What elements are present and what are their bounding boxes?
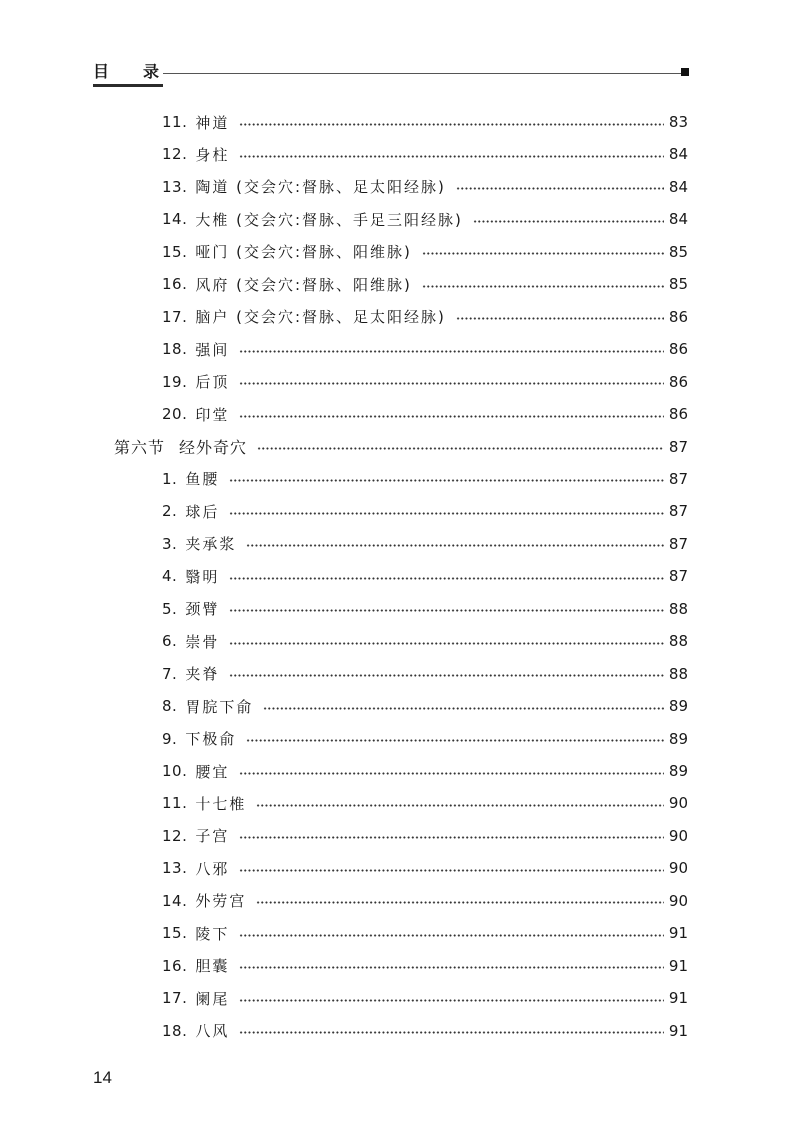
toc-dot-leader bbox=[239, 1031, 664, 1034]
header-rule-thick bbox=[93, 84, 163, 87]
toc-entry-number: 15. bbox=[162, 924, 188, 943]
toc-dot-leader bbox=[229, 642, 664, 645]
toc-entry-row bbox=[162, 598, 688, 620]
toc-entry-number: 4. bbox=[162, 567, 178, 586]
header-title-char: 录 bbox=[142, 62, 159, 81]
toc-dot-leader bbox=[229, 512, 664, 515]
toc-entry-number: 13. bbox=[162, 859, 188, 878]
toc-entry-number: 16. bbox=[162, 275, 188, 294]
toc-entry-title: 胆囊 bbox=[195, 957, 230, 976]
toc-entry-title: 颈臂 bbox=[185, 600, 220, 619]
toc-entry-title: 外劳宫 bbox=[195, 892, 247, 911]
toc-entry-row bbox=[162, 728, 688, 750]
toc-entry-title: 脑户 (交会穴:督脉、足太阳经脉) bbox=[195, 308, 446, 327]
toc-entry-row bbox=[162, 890, 688, 912]
toc-entry-title: 鱼腰 bbox=[185, 470, 220, 489]
toc-dot-leader bbox=[239, 415, 664, 418]
toc-entry-row bbox=[162, 1020, 688, 1042]
header-title bbox=[93, 62, 159, 82]
toc-entry-row bbox=[162, 468, 688, 490]
toc-page-number: 87 bbox=[668, 437, 688, 456]
toc-page-number: 87 bbox=[668, 502, 688, 521]
toc-dot-leader bbox=[263, 707, 664, 710]
toc-page-number: 84 bbox=[668, 177, 688, 196]
toc-entry-number: 8. bbox=[162, 697, 178, 716]
toc-entry-title: 腰宜 bbox=[195, 762, 230, 781]
toc-entry-row bbox=[162, 306, 688, 328]
toc-page-number: 86 bbox=[668, 307, 688, 326]
toc-page-number: 91 bbox=[668, 989, 688, 1008]
toc-dot-leader bbox=[239, 123, 664, 126]
toc-page-number: 89 bbox=[668, 729, 688, 748]
toc-entry-row bbox=[162, 630, 688, 652]
toc-dot-leader bbox=[246, 544, 664, 547]
toc-entry-row bbox=[162, 403, 688, 425]
toc-entry-row bbox=[162, 176, 688, 198]
toc-entry-number: 20. bbox=[162, 405, 188, 424]
toc-entry-row bbox=[162, 987, 688, 1009]
toc-entry-title: 哑门 (交会穴:督脉、阳维脉) bbox=[195, 243, 412, 262]
toc-dot-leader bbox=[239, 999, 664, 1002]
toc-entry-row bbox=[162, 760, 688, 782]
toc-entry-row bbox=[162, 825, 688, 847]
toc-page-number: 90 bbox=[668, 794, 688, 813]
toc-dot-leader bbox=[473, 220, 664, 223]
toc-entry-number: 3. bbox=[162, 534, 178, 553]
toc-entry-number: 12. bbox=[162, 826, 188, 845]
toc-entry-title: 阑尾 bbox=[195, 989, 230, 1008]
toc-entry-title: 翳明 bbox=[185, 567, 220, 586]
toc-dot-leader bbox=[229, 479, 664, 482]
toc-entry-title: 陵下 bbox=[195, 924, 230, 943]
toc-dot-leader bbox=[239, 836, 664, 839]
toc-entry-title: 十七椎 bbox=[195, 794, 247, 813]
toc-entry-title: 下极俞 bbox=[185, 730, 237, 749]
toc-dot-leader bbox=[239, 382, 664, 385]
toc-page-number: 90 bbox=[668, 859, 688, 878]
toc-page-number: 91 bbox=[668, 1021, 688, 1040]
toc-entry-number: 10. bbox=[162, 762, 188, 780]
toc-entry-number: 13. bbox=[162, 177, 188, 196]
toc-entry-row bbox=[162, 338, 688, 360]
toc-entry-title: 神道 bbox=[195, 113, 230, 132]
toc-entry-title: 子宫 bbox=[195, 827, 230, 846]
toc-page-number: 87 bbox=[668, 534, 688, 553]
toc-entry-number: 2. bbox=[162, 502, 178, 521]
toc-dot-leader bbox=[229, 609, 664, 612]
toc-dot-leader bbox=[239, 869, 664, 872]
toc-entry-row bbox=[162, 955, 688, 977]
toc-entry-number: 14. bbox=[162, 891, 188, 910]
toc-section-label: 第六节 bbox=[114, 438, 166, 457]
toc-dot-leader bbox=[239, 772, 664, 775]
toc-entry-title: 八风 bbox=[195, 1022, 230, 1041]
toc-entry-number: 14. bbox=[162, 210, 188, 229]
toc-dot-leader bbox=[229, 577, 664, 580]
toc-dot-leader bbox=[239, 966, 664, 969]
toc-dot-leader bbox=[257, 447, 664, 450]
toc-entry-number: 17. bbox=[162, 989, 188, 1008]
toc-page-number: 85 bbox=[668, 242, 688, 261]
toc-entry-number: 18. bbox=[162, 1021, 188, 1040]
page-header bbox=[93, 62, 693, 88]
toc-page-number: 88 bbox=[668, 599, 688, 618]
toc-dot-leader bbox=[456, 317, 664, 320]
toc-entry-row bbox=[162, 143, 688, 165]
toc-dot-leader bbox=[256, 804, 664, 807]
header-square-ornament bbox=[681, 68, 689, 76]
toc-entry-row bbox=[162, 533, 688, 555]
toc-entry-number: 12. bbox=[162, 145, 188, 164]
toc-entry-row bbox=[162, 111, 688, 133]
toc-entry-number: 18. bbox=[162, 340, 188, 359]
toc-page-number: 86 bbox=[668, 340, 688, 359]
toc-entry-number: 11. bbox=[162, 113, 188, 131]
toc-entry-row bbox=[162, 857, 688, 879]
toc-page-number: 84 bbox=[668, 210, 688, 229]
toc-dot-leader bbox=[229, 674, 664, 677]
toc-entry-title: 夹脊 bbox=[185, 665, 220, 684]
toc-dot-leader bbox=[239, 155, 664, 158]
toc-entry-row bbox=[162, 371, 688, 393]
toc-entry-row bbox=[162, 500, 688, 522]
toc-entry-title: 球后 bbox=[185, 502, 220, 521]
toc-entry-row bbox=[162, 792, 688, 814]
toc-dot-leader bbox=[456, 187, 664, 190]
toc-entry-title: 八邪 bbox=[195, 859, 230, 878]
toc-entry-title: 后顶 bbox=[195, 373, 230, 392]
toc-page-number: 91 bbox=[668, 956, 688, 975]
toc-entry-title: 印堂 bbox=[195, 405, 230, 424]
toc-dot-leader bbox=[422, 252, 664, 255]
toc-entry-row bbox=[162, 565, 688, 587]
toc-entry-title: 崇骨 bbox=[185, 632, 220, 651]
toc-dot-leader bbox=[239, 934, 664, 937]
toc-entry-number: 5. bbox=[162, 599, 178, 618]
toc-entry-title: 大椎 (交会穴:督脉、手足三阳经脉) bbox=[195, 210, 463, 229]
header-rule-thin bbox=[163, 73, 683, 74]
toc-entry-number: 11. bbox=[162, 794, 188, 813]
toc-entry-row bbox=[162, 241, 688, 263]
toc-entry-number: 7. bbox=[162, 664, 178, 683]
toc-page-number: 89 bbox=[668, 697, 688, 716]
toc-dot-leader bbox=[422, 285, 664, 288]
toc-entry-title: 夹承浆 bbox=[185, 535, 237, 554]
toc-entry-number: 6. bbox=[162, 632, 178, 651]
toc-page-number: 83 bbox=[668, 113, 688, 131]
page-number: 14 bbox=[93, 1068, 112, 1087]
toc-page-number: 88 bbox=[668, 632, 688, 651]
toc-page-number: 90 bbox=[668, 891, 688, 910]
header-title-char: 目 bbox=[93, 62, 110, 81]
toc-dot-leader bbox=[239, 350, 664, 353]
toc-page-number: 86 bbox=[668, 405, 688, 424]
toc-page-number: 89 bbox=[668, 762, 688, 780]
toc-entry-row bbox=[162, 663, 688, 685]
toc-section-row bbox=[114, 436, 688, 458]
toc-page-number: 87 bbox=[668, 567, 688, 586]
toc-page-number: 88 bbox=[668, 664, 688, 683]
toc-page-number: 87 bbox=[668, 469, 688, 488]
toc-entry-title: 强间 bbox=[195, 340, 230, 359]
toc-entry-number: 16. bbox=[162, 956, 188, 975]
toc-dot-leader bbox=[246, 739, 664, 742]
toc-entry-row bbox=[162, 208, 688, 230]
toc-page-number: 90 bbox=[668, 826, 688, 845]
toc-entry-title: 风府 (交会穴:督脉、阳维脉) bbox=[195, 275, 412, 294]
toc-page-number: 85 bbox=[668, 275, 688, 294]
toc-entry-number: 17. bbox=[162, 307, 188, 326]
toc-page-number: 91 bbox=[668, 924, 688, 943]
toc-entry-title: 胃脘下俞 bbox=[185, 697, 254, 716]
toc-entry-number: 9. bbox=[162, 729, 178, 748]
toc-page-number: 84 bbox=[668, 145, 688, 164]
toc-entry-number: 1. bbox=[162, 469, 178, 488]
toc-entry-row bbox=[162, 273, 688, 295]
toc-entry-title: 陶道 (交会穴:督脉、足太阳经脉) bbox=[195, 178, 446, 197]
toc-entry-row bbox=[162, 695, 688, 717]
toc-entry-title: 身柱 bbox=[195, 145, 230, 164]
toc-entry-number: 19. bbox=[162, 372, 188, 391]
toc-section-title: 经外奇穴 bbox=[179, 438, 248, 457]
toc-page-number: 86 bbox=[668, 372, 688, 391]
toc-entry-row bbox=[162, 922, 688, 944]
toc-entry-number: 15. bbox=[162, 242, 188, 261]
toc-dot-leader bbox=[256, 901, 664, 904]
